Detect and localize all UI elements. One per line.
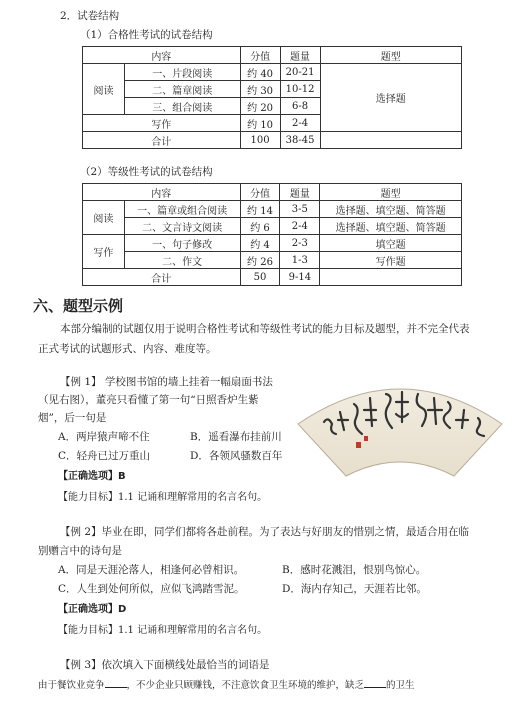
example1-stem: （见右图），董亮只看懂了第一句“日照香炉生紫	[38, 394, 259, 406]
cell-score: 约 26	[240, 252, 280, 269]
cell-count: 1-3	[280, 252, 320, 269]
header-content: 内容	[83, 47, 241, 64]
header-type: 题型	[320, 47, 461, 64]
cell-count: 10-12	[280, 81, 320, 98]
cell-content: 一、篇章或组合阅读	[124, 201, 240, 218]
cell-score: 100	[240, 132, 280, 149]
table1-caption: （1）合格性考试的试卷结构	[80, 29, 213, 41]
cell-type: 选择题、填空题、简答题	[320, 201, 462, 218]
table-row-total	[83, 132, 462, 149]
cell-content: 一、句子修改	[124, 235, 240, 252]
intro-line: 正式考试的试题形式、内容、难度等。	[38, 343, 217, 355]
fan-calligraphy-image	[294, 372, 506, 478]
table2-caption: （2）等级性考试的试卷结构	[80, 166, 213, 178]
cell-content: 合计	[83, 132, 241, 149]
cell-score: 约 30	[240, 81, 280, 98]
example1-stem: 烟”，后一句是	[38, 412, 107, 424]
cell-type: 填空题	[320, 235, 462, 252]
option-b: B．感时花溅泪，恨别鸟惊心。	[282, 564, 427, 576]
fill-blank[interactable]	[105, 678, 127, 688]
cell-count: 2-4	[280, 218, 320, 235]
ability-goal: 【能力目标】1.1 记诵和理解常用的名言名句。	[58, 625, 268, 636]
example2-stem: 别赠言中的诗句是	[38, 545, 122, 557]
cell-score: 约 40	[240, 64, 280, 81]
cell-score: 约 20	[240, 98, 280, 115]
option-b: B．遥看瀑布挂前川	[190, 431, 282, 443]
cell-count: 2-3	[280, 235, 320, 252]
cell-content: 一、片段阅读	[124, 64, 240, 81]
cell-score: 约 10	[240, 115, 280, 132]
group-reading: 阅读	[83, 201, 125, 235]
fill-blank[interactable]	[364, 678, 386, 688]
group-reading: 阅读	[83, 64, 125, 115]
table-row	[83, 64, 462, 81]
exam-structure-table-qualifying	[82, 46, 462, 149]
cell-type	[320, 132, 461, 149]
cell-content: 二、作文	[124, 252, 240, 269]
cell-type-merged: 选择题	[320, 64, 461, 132]
example3-stem: 【例 3】依次填入下面横线处最恰当的词语是	[60, 659, 270, 671]
header-score: 分值	[240, 47, 280, 64]
cell-type: 写作题	[320, 252, 462, 269]
cell-count: 3-5	[280, 201, 320, 218]
table-row	[83, 252, 462, 269]
sentence-part: 由于餐饮业竞争	[38, 680, 105, 691]
sentence-part: ，不少企业只顾赚钱，不注意饮食卫生环境的维护，缺乏	[126, 680, 365, 691]
section-title: 六、题型示例	[33, 297, 124, 315]
cell-count: 2-4	[280, 115, 320, 132]
cell-count: 20-21	[280, 64, 320, 81]
ability-goal: 【能力目标】1.1 记诵和理解常用的名言名句。	[58, 492, 268, 503]
table-row	[83, 235, 462, 252]
option-d: D．海内存知己，天涯若比邻。	[282, 583, 427, 595]
cell-type: 选择题、填空题、简答题	[320, 218, 462, 235]
cell-score: 约 4	[240, 235, 280, 252]
exam-structure-table-graded	[82, 183, 462, 286]
cell-content: 二、篇章阅读	[124, 81, 240, 98]
cell-score: 约 14	[240, 201, 280, 218]
intro-line: 本部分编制的试题仅用于说明合格性考试和等级性考试的能力目标及题型，并不完全代表	[60, 323, 470, 335]
cell-score: 50	[240, 269, 280, 286]
header-score: 分值	[240, 184, 280, 201]
table-row	[83, 218, 462, 235]
option-a: A．同是天涯沦落人，相逢何必曾相识。	[58, 564, 245, 576]
section-heading: 2．试卷结构	[60, 10, 120, 22]
cell-type	[320, 269, 462, 286]
cell-count: 38-45	[280, 132, 320, 149]
cell-content: 三、组合阅读	[124, 98, 240, 115]
option-c: C．轻舟已过万重山	[58, 450, 151, 462]
header-count: 题量	[280, 184, 320, 201]
cell-score: 约 6	[240, 218, 280, 235]
table-row-total	[83, 269, 462, 286]
header-type: 题型	[320, 184, 462, 201]
header-content: 内容	[83, 184, 241, 201]
cell-content: 写作	[83, 115, 241, 132]
answer: 【正确选项】D	[58, 604, 127, 615]
example2-stem: 【例 2】毕业在即，同学们都将各赴前程。为了表达与好朋友的惜别之情，最适合用在临	[60, 526, 470, 538]
header-count: 题量	[280, 47, 320, 64]
cell-count: 9-14	[280, 269, 320, 286]
option-d: D．各领风骚数百年	[190, 450, 283, 462]
example3-sentence	[38, 677, 415, 691]
example1-stem: 【例 1】 学校图书馆的墙上挂着一幅扇面书法	[60, 376, 273, 388]
option-a: A．两岸猿声啼不住	[58, 431, 150, 443]
answer: 【正确选项】B	[58, 471, 126, 482]
sentence-part: 的卫生	[386, 680, 415, 691]
cell-content: 合计	[83, 269, 241, 286]
group-writing: 写作	[83, 235, 125, 269]
option-c: C．人生到处何所似，应似飞鸿踏雪泥。	[58, 583, 245, 595]
cell-count: 6-8	[280, 98, 320, 115]
cell-content: 二、文言诗文阅读	[124, 218, 240, 235]
table-row	[83, 201, 462, 218]
